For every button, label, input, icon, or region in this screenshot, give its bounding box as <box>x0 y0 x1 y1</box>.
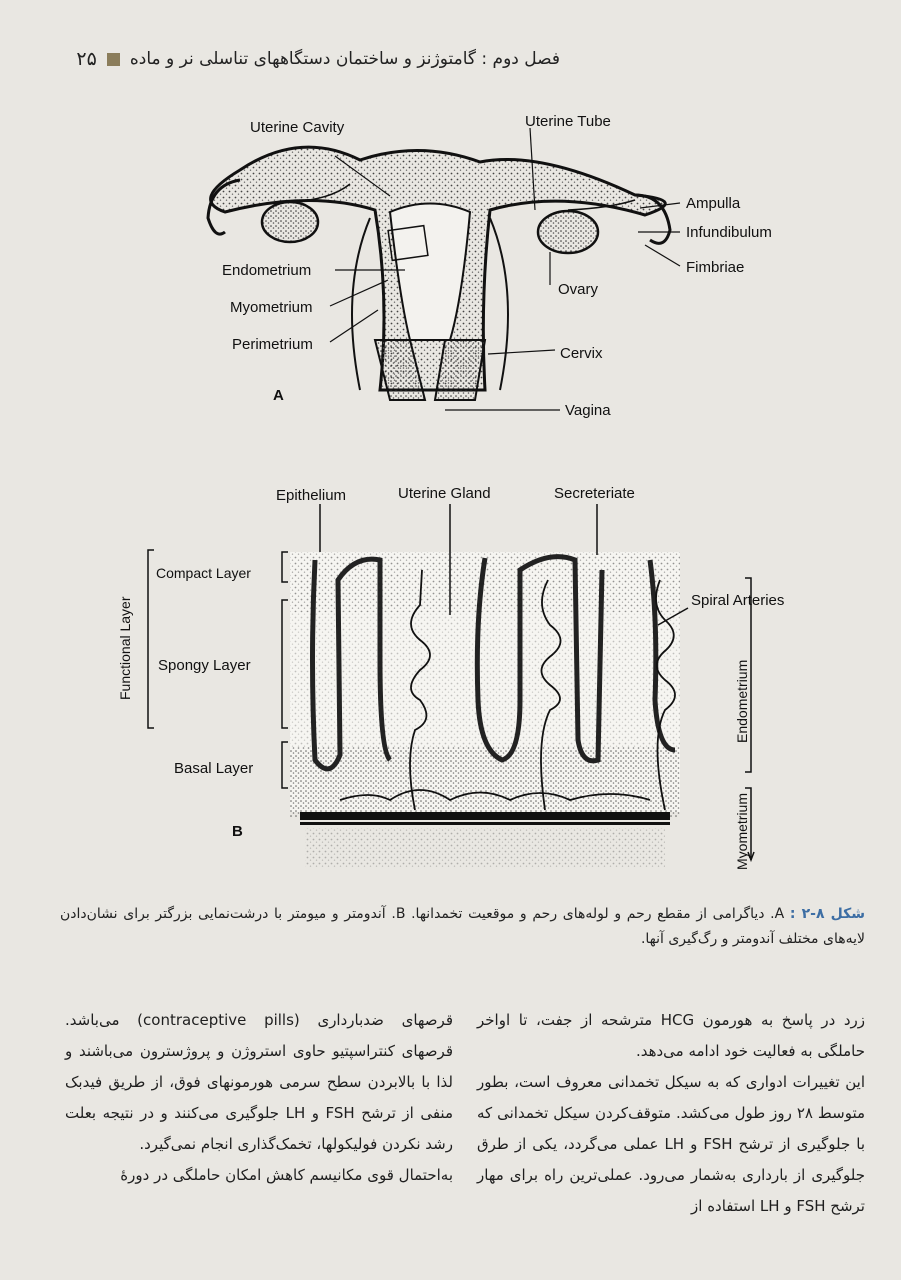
panel-label-a: A <box>273 387 284 404</box>
page-number: ۲۵ <box>76 48 97 70</box>
paragraph: این تغییرات ادواری که به سیکل تخمدانی معروف است، بطور متوسط ۲۸ روز طول می‌کشد. متوقف‌کردن سیکل تخمدانی که با جلوگیری از ترشح FSH و LH عملی می‌گردد، یکی از طرق جلوگیری از بارداری به‌شمار می‌رود. عملی‌ترین راه برای مهار ترشح FSH و LH استفاده از <box>477 1073 866 1215</box>
paragraph: قرصهای ضدبارداری (contraceptive pills) می‌باشد. قرصهای کنتراسپتیو حاوی استروژن و پروژسترون می‌باشند و لذا با بالابردن سطح سرمی هورمونهای فوق، از طریق فیدبک منفی از ترشح FSH و LH جلوگیری می‌کنند و در نتیجه بعلت رشد نکردن فولیکولها، تخمک‌گذاری انجام نمی‌گیرد. <box>65 1011 453 1153</box>
paragraph: زرد در پاسخ به هورمون HCG مترشحه از جفت، تا اواخر حاملگی به فعالیت خود ادامه می‌دهد. <box>477 1011 865 1060</box>
label-uterine-tube: Uterine Tube <box>525 113 611 130</box>
chapter-title: فصل دوم : گامتوژنز و ساختمان دستگاههای تناسلی نر و ماده <box>129 49 560 69</box>
label-vagina: Vagina <box>565 402 611 419</box>
caption-text: A. دیاگرامی از مقطع رحم و لوله‌های رحم و موقعیت تخمدانها. B. آندومتر و میومتر با درشت‌نمایی بزرگتر برای نشان‌دادن لایه‌های مختلف آندومتر و رگ‌گیری آنها. <box>60 906 865 947</box>
label-fimbriae: Fimbriae <box>686 259 745 276</box>
endometrium-section <box>290 552 680 868</box>
paragraph: به‌احتمال قوی مکانیسم کاهش امکان حاملگی در دورهٔ <box>120 1166 453 1184</box>
label-myometrium-b: Myometrium <box>734 792 750 870</box>
page-header <box>60 44 560 74</box>
label-endometrium-a: Endometrium <box>222 262 312 279</box>
right-ovary <box>538 211 598 253</box>
panel-label-b: B <box>232 823 243 840</box>
label-spiral-arteries: Spiral Arteries <box>691 592 785 609</box>
label-infundibulum: Infundibulum <box>686 224 772 241</box>
label-ovary: Ovary <box>558 281 599 298</box>
label-secreteriate: Secreteriate <box>554 485 635 502</box>
label-myometrium-a: Myometrium <box>230 299 313 316</box>
label-uterine-cavity: Uterine Cavity <box>250 119 345 136</box>
label-spongy-layer: Spongy Layer <box>158 657 251 674</box>
figure-caption <box>60 902 865 952</box>
label-functional-layer: Functional Layer <box>117 596 133 700</box>
label-perimetrium: Perimetrium <box>232 336 313 353</box>
body-column-left <box>65 1005 453 1191</box>
label-ampulla: Ampulla <box>686 195 741 212</box>
label-cervix: Cervix <box>560 345 603 362</box>
header-square-icon <box>107 53 120 66</box>
label-compact-layer: Compact Layer <box>156 565 251 581</box>
label-endometrium-b: Endometrium <box>734 659 750 743</box>
label-basal-layer: Basal Layer <box>174 760 254 777</box>
body-column-right <box>477 1005 865 1222</box>
label-uterine-gland: Uterine Gland <box>398 485 491 502</box>
figure-8-2 <box>90 100 850 870</box>
label-epithelium: Epithelium <box>276 487 347 504</box>
left-ovary <box>262 202 318 242</box>
caption-lead: شکل ۸-۲ : <box>789 906 865 922</box>
